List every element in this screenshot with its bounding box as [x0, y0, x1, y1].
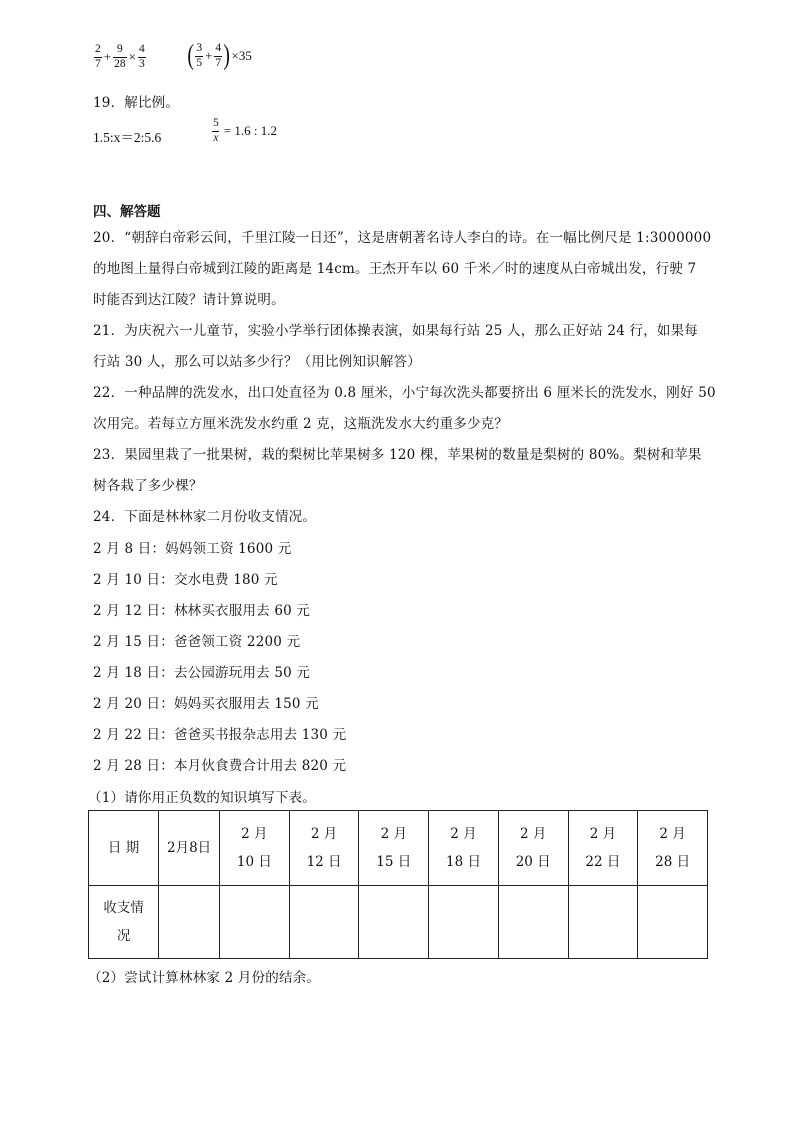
question-20-line-2: 的地图上量得白帝城到江陵的距离是 14cm。王杰开车以 60 千米／时的速度从白帝城出发，行驶 7 — [93, 261, 697, 277]
table-date-cell: 2月8日 — [159, 811, 220, 886]
question-24: 24．下面是林林家二月份收支情况。 — [93, 509, 317, 525]
table-date-cell: 2 月 10 日 — [220, 811, 290, 886]
table-date-cell: 2 月 28 日 — [638, 811, 708, 886]
table-date-cell: 2 月 15 日 — [359, 811, 429, 886]
sub-question-2: （2）尝试计算林林家 2 月份的结余。 — [88, 970, 321, 986]
record-item: 2 月 22 日：爸爸买书报杂志用去 130 元 — [93, 727, 347, 743]
fraction: $\frac{9}{28}$ — [114, 43, 126, 70]
section-title: 四、解答题 — [93, 204, 161, 220]
fraction: $\frac{2}{7}$ — [95, 43, 101, 70]
table-date-cell: 2 月 22 日 — [568, 811, 638, 886]
table-blank-cell[interactable] — [159, 886, 220, 959]
record-item: 2 月 15 日：爸爸领工资 2200 元 — [93, 634, 301, 650]
record-item: 2 月 12 日：林林买衣服用去 60 元 — [93, 603, 311, 619]
expression-2: ( $\frac{3}{5}$ + $\frac{4}{7}$ ) ×35 — [187, 40, 252, 71]
record-item: 2 月 8 日：妈妈领工资 1600 元 — [93, 541, 292, 557]
question-23-line-1: 23．果园里栽了一批果树，栽的梨树比苹果树多 120 棵，苹果树的数量是梨树的 80%。梨树和苹果 — [93, 447, 702, 463]
question-19: 19．解比例。 — [93, 95, 180, 111]
table-date-cell: 2 月 18 日 — [429, 811, 499, 886]
table-date-cell: 2 月 20 日 — [498, 811, 568, 886]
table-date-cell: 2 月 12 日 — [289, 811, 359, 886]
table-row-label: 收支情况 — [89, 886, 159, 959]
table-blank-cell[interactable] — [220, 886, 290, 959]
table-blank-cell[interactable] — [638, 886, 708, 959]
fraction: $\frac{3}{5}$ — [196, 42, 203, 69]
record-item: 2 月 20 日：妈妈买衣服用去 150 元 — [93, 696, 319, 712]
fraction: $\frac{5}{x}$ — [213, 117, 219, 144]
expression-1: $\frac{2}{7}$ + $\frac{9}{28}$ × $\frac{4}{3}$ — [95, 43, 145, 70]
question-21-line-2: 行站 30 人，那么可以站多少行？（用比例知识解答） — [93, 354, 421, 370]
table-row — [89, 886, 708, 959]
table-blank-cell[interactable] — [429, 886, 499, 959]
table-blank-cell[interactable] — [359, 886, 429, 959]
question-21-line-1: 21．为庆祝六一儿童节，实验小学举行团体操表演，如果每行站 25 人，那么正好站 24 行，如果每 — [93, 323, 698, 339]
question-20-line-1: 20．“朝辞白帝彩云间，千里江陵一日还”，这是唐朝著名诗人李白的诗。在一幅比例尺是 1:3000000 — [93, 230, 712, 246]
proportion-2: $\frac{5}{x}$ = 1.6 : 1.2 — [213, 117, 277, 144]
table-blank-cell[interactable] — [498, 886, 568, 959]
record-item: 2 月 10 日：交水电费 180 元 — [93, 572, 278, 588]
record-item: 2 月 18 日：去公园游玩用去 50 元 — [93, 665, 311, 681]
question-23-line-2: 树各栽了多少棵？ — [93, 478, 203, 494]
table-blank-cell[interactable] — [568, 886, 638, 959]
record-item: 2 月 28 日：本月伙食费合计用去 820 元 — [93, 758, 347, 774]
question-22-line-1: 22．一种品牌的洗发水，出口处直径为 0.8 厘米，小宁每次洗头都要挤出 6 厘米长的洗发水，刚好 50 — [93, 385, 716, 401]
table-header-label: 日 期 — [89, 811, 159, 886]
fraction: $\frac{4}{7}$ — [215, 42, 222, 69]
sub-question-1: （1）请你用正负数的知识填写下表。 — [88, 790, 316, 806]
table-blank-cell[interactable] — [289, 886, 359, 959]
income-expense-table — [88, 810, 708, 959]
question-22-line-2: 次用完。若每立方厘米洗发水约重 2 克，这瓶洗发水大约重多少克？ — [93, 416, 509, 432]
table-header-row — [89, 811, 708, 886]
proportion-1: 1.5:x＝2:5.6 — [93, 130, 162, 145]
fraction: $\frac{4}{3}$ — [138, 43, 145, 70]
question-20-line-3: 时能否到达江陵？请计算说明。 — [93, 292, 285, 308]
